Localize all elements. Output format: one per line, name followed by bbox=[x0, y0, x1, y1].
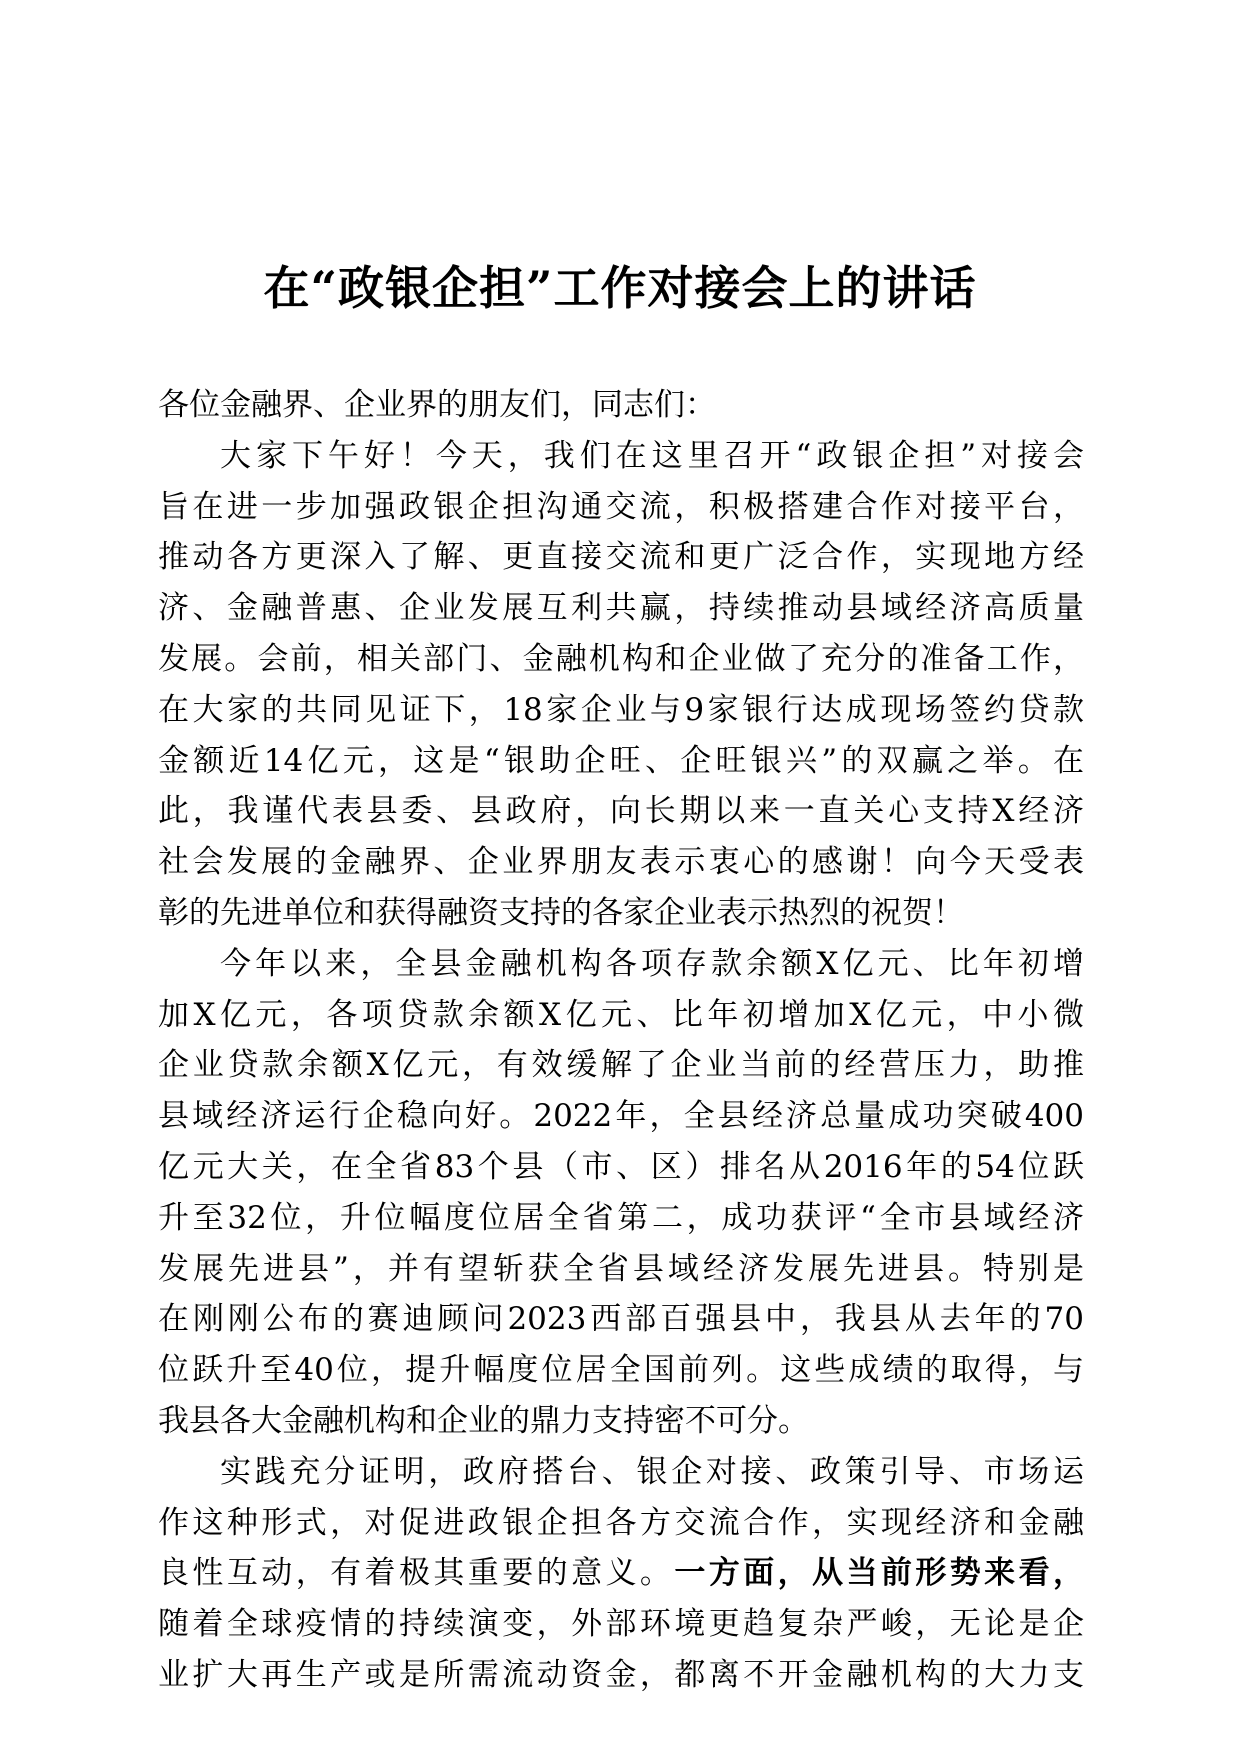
text-line: 发展。会前，相关部门、金融机构和企业做了充分的准备工作， bbox=[158, 640, 1084, 677]
text-line: 发展先进县”，并有望斩获全省县域经济发展先进县。特别是 bbox=[158, 1250, 1084, 1287]
text-line: 在刚刚公布的赛迪顾问2023西部百强县中，我县从去年的70 bbox=[158, 1301, 1084, 1338]
salutation: 各位金融界、企业界的朋友们，同志们： bbox=[158, 387, 716, 423]
text-line: 大家下午好！今天，我们在这里召开“政银企担”对接会 bbox=[220, 437, 1084, 474]
text-line-with-bold bbox=[158, 1548, 1084, 1599]
text-line: 业扩大再生产或是所需流动资金，都离不开金融机构的大力支 bbox=[158, 1656, 1084, 1693]
text-line: 县域经济运行企稳向好。2022年，全县经济总量成功突破400 bbox=[158, 1098, 1084, 1135]
text-line: 升至32位，升位幅度位居全省第二，成功获评“全市县域经济 bbox=[158, 1199, 1084, 1236]
text-line: 我县各大金融机构和企业的鼎力支持密不可分。 bbox=[158, 1402, 809, 1439]
text-line: 作这种形式，对促进政银企担各方交流合作，实现经济和金融 bbox=[158, 1504, 1084, 1541]
text-line: 济、金融普惠、企业发展互利共赢，持续推动县域经济高质量 bbox=[158, 590, 1084, 627]
text-line: 企业贷款余额X亿元，有效缓解了企业当前的经营压力，助推 bbox=[158, 1047, 1084, 1084]
text-line: 今年以来，全县金融机构各项存款余额X亿元、比年初增 bbox=[220, 945, 1084, 982]
bold-phrase: 一方面，从当前形势来看， bbox=[674, 1555, 1085, 1592]
text-segment: 良性互动，有着极其重要的意义。 bbox=[158, 1555, 675, 1592]
text-line: 随着全球疫情的持续演变，外部环境更趋复杂严峻，无论是企 bbox=[158, 1606, 1084, 1643]
text-line: 在大家的共同见证下，18家企业与9家银行达成现场签约贷款 bbox=[158, 691, 1084, 728]
text-line: 加X亿元，各项贷款余额X亿元、比年初增加X亿元，中小微 bbox=[158, 996, 1084, 1033]
text-line: 旨在进一步加强政银企担沟通交流，积极搭建合作对接平台， bbox=[158, 488, 1084, 525]
text-line: 金额近14亿元，这是“银助企旺、企旺银兴”的双赢之举。在 bbox=[158, 742, 1084, 779]
document-title: 在“政银企担”工作对接会上的讲话 bbox=[263, 261, 977, 315]
text-line: 推动各方更深入了解、更直接交流和更广泛合作，实现地方经 bbox=[158, 539, 1084, 576]
document-body bbox=[158, 380, 1084, 1701]
text-line: 亿元大关，在全省83个县（市、区）排名从2016年的54位跃 bbox=[158, 1148, 1084, 1185]
text-line: 社会发展的金融界、企业界朋友表示衷心的感谢！向今天受表 bbox=[158, 844, 1084, 881]
text-line: 位跃升至40位，提升幅度位居全国前列。这些成绩的取得，与 bbox=[158, 1352, 1084, 1389]
text-line: 实践充分证明，政府搭台、银企对接、政策引导、市场运 bbox=[220, 1453, 1084, 1490]
text-line: 此，我谨代表县委、县政府，向长期以来一直关心支持X经济 bbox=[158, 793, 1084, 830]
text-line: 彰的先进单位和获得融资支持的各家企业表示热烈的祝贺！ bbox=[158, 894, 964, 931]
